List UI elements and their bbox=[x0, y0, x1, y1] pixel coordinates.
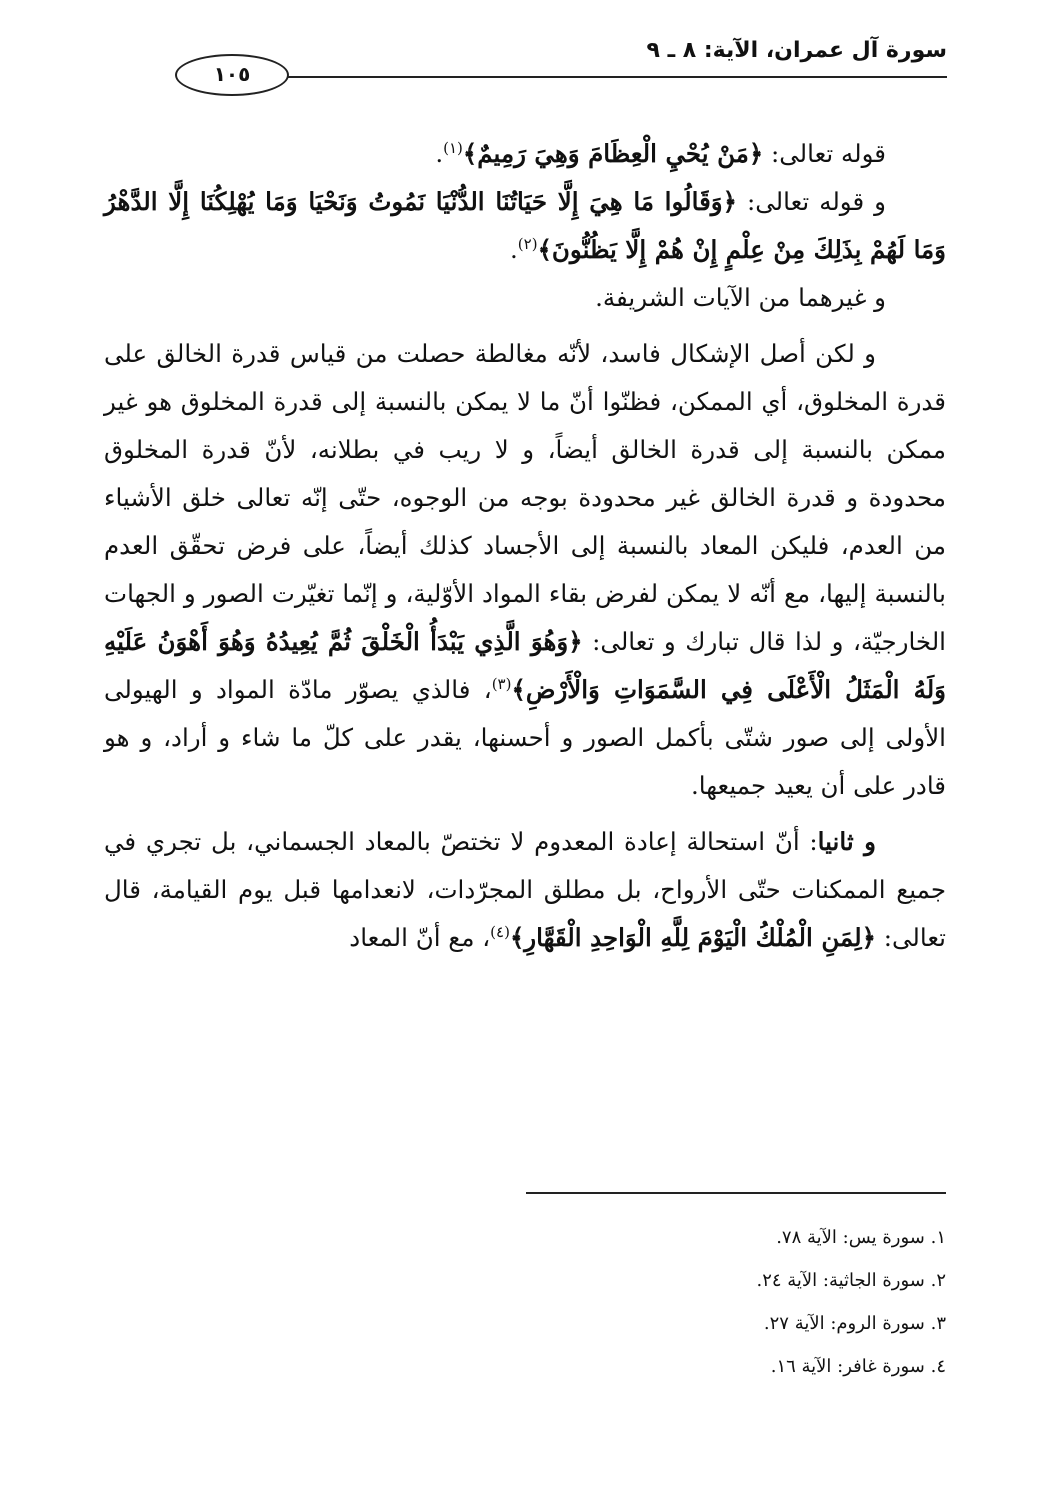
footnote-ref[interactable]: (١) bbox=[443, 138, 463, 157]
paragraph-lead: و قوله تعالى: bbox=[736, 187, 886, 216]
footnote-2: ٢. سورة الجاثية: الآية ٢٤. bbox=[756, 1270, 946, 1291]
footnote-ref[interactable]: (٤) bbox=[490, 922, 510, 941]
paragraph-tail: . bbox=[509, 235, 518, 264]
footnote-ref[interactable]: (٢) bbox=[517, 234, 538, 253]
paragraph-tail: ، مع أنّ المعاد bbox=[349, 923, 491, 952]
paragraph-1 bbox=[104, 130, 946, 178]
paragraph-tail: ، فالذي يصوّر مادّة المواد و الهيولى الأولى إلى صور شتّى بأكمل الصور و أحسنها، يقدر على كلّ ما شاء و أراد، و هو قادر على أن يعيد جميعها. bbox=[104, 675, 946, 800]
header-title: سورة آل عمران، الآية: ٨ ـ ٩ bbox=[646, 38, 947, 63]
paragraph-4 bbox=[104, 330, 946, 810]
footnote-3: ٣. سورة الروم: الآية ٢٧. bbox=[763, 1313, 946, 1334]
footnote-1: ١. سورة يس: الآية ٧٨. bbox=[776, 1227, 946, 1248]
quran-quote: ﴿لِمَنِ الْمُلْكُ الْيَوْمَ لِلَّهِ الْوَاحِدِ الْقَهَّارِ﴾ bbox=[509, 923, 876, 952]
footnotes bbox=[346, 1216, 946, 1388]
quran-quote: ﴿وَهُوَ الَّذِي يَبْدَأُ الْخَلْقَ ثُمَّ يُعِيدُهُ وَهُوَ أَهْوَنُ عَلَيْهِ وَلَهُ الْمَثَلُ الْأَعْلَى فِي السَّمَوَاتِ وَالْأَرْضِ﴾ bbox=[104, 627, 947, 704]
paragraph-lead: و ثانيا bbox=[817, 827, 876, 856]
running-header bbox=[105, 30, 947, 100]
paragraph-2 bbox=[104, 178, 946, 274]
quran-quote: ﴿مَنْ يُحْيِ الْعِظَامَ وَهِيَ رَمِيمٌ﴾ bbox=[462, 139, 764, 168]
main-text bbox=[104, 130, 946, 962]
paragraph-tail: . bbox=[435, 139, 444, 168]
quran-quote: ﴿وَقَالُوا مَا هِيَ إِلَّا حَيَاتُنَا الدُّنْيَا نَمُوتُ وَنَحْيَا وَمَا يُهْلِكُنَا إِلَّا الدَّهْرُ وَمَا لَهُمْ بِذَلِكَ مِنْ عِلْمٍ إِنْ هُمْ إِلَّا يَظُنُّونَ﴾ bbox=[104, 187, 946, 264]
footnote-separator bbox=[526, 1192, 946, 1194]
paragraph-lead: قوله تعالى: bbox=[763, 139, 886, 168]
paragraph-text: و لكن أصل الإشكال فاسد، لأنّه مغالطة حصلت من قياس قدرة الخالق على قدرة المخلوق، أي الممكن، فظنّوا أنّ ما لا يمكن بالنسبة إلى قدرة المخلوق هو غير ممكن بالنسبة إلى قدرة الخالق أيضاً، و لا ريب في بطلانه، لأنّ قدرة المخلوق محدودة و قدرة الخالق غير محدودة بوجه من الوجوه، حتّى إنّه تعالى خلق الأشياء من العدم، فليكن المعاد بالنسبة إلى الأجساد كذلك أيضاً، على فرض تحقّق العدم بالنسبة إليها، مع أنّه لا يمكن لفرض بقاء المواد الأوّلية، و إنّما تغيّرت الصور و الجهات الخارجيّة، و لذا قال تبارك و تعالى: bbox=[104, 339, 946, 656]
header-rule bbox=[247, 76, 947, 78]
paragraph-3: و غيرهما من الآيات الشريفة. bbox=[595, 283, 886, 312]
paragraph-text: : أنّ استحالة إعادة المعدوم لا تختصّ بالمعاد الجسماني، بل تجري في جميع الممكنات حتّى الأرواح، بل مطلق المجرّدات، لانعدامها قبل يوم القيامة، قال تعالى: bbox=[104, 827, 946, 952]
footnote-ref[interactable]: (٣) bbox=[491, 674, 512, 693]
footnote-4: ٤. سورة غافر: الآية ١٦. bbox=[770, 1356, 946, 1377]
page-number: ١٠٥ bbox=[175, 54, 289, 96]
paragraph-5 bbox=[104, 818, 946, 962]
